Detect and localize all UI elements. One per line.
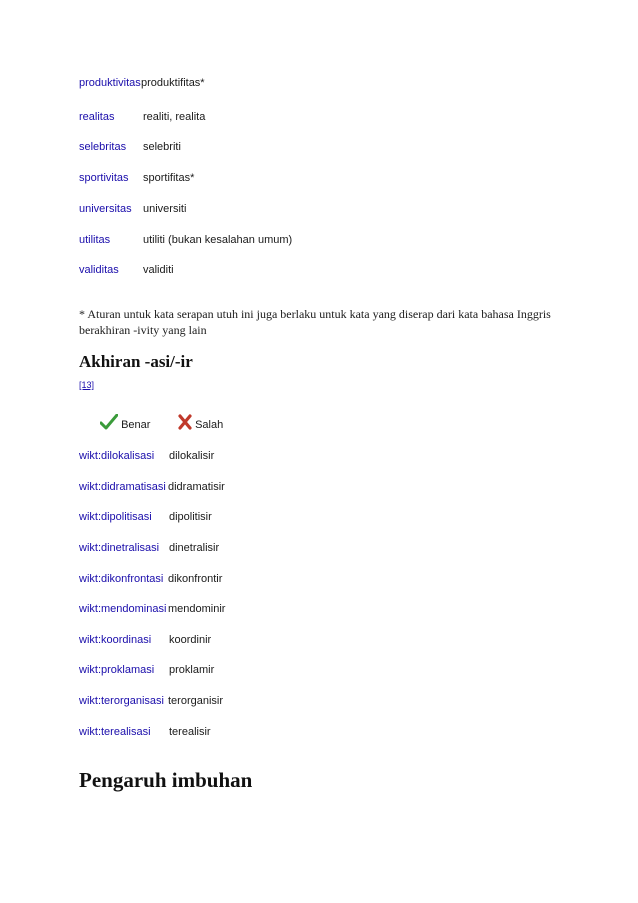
word-value: didramatisir — [168, 481, 225, 493]
word-link[interactable]: utilitas — [79, 234, 111, 246]
correct-label: Benar — [121, 419, 151, 431]
section-heading: Akhiran -asi/-ir — [79, 352, 193, 371]
word-value: selebriti — [143, 141, 181, 153]
footnote: * Aturan untuk kata serapan utuh ini juga berlaku untuk kata yang diserap dari kata bahasa Inggris berakhiran -ivity yang lain — [79, 307, 551, 337]
word-value: sportifitas* — [143, 172, 195, 184]
cross-icon — [178, 414, 192, 433]
word-link[interactable]: wikt:proklamasi — [79, 664, 155, 676]
word-value: dikonfrontir — [168, 573, 223, 585]
word-value: produktifitas* — [141, 77, 205, 89]
column-header-correct — [100, 414, 150, 433]
word-link[interactable]: sportivitas — [79, 172, 129, 184]
word-value: mendominir — [168, 603, 226, 615]
word-link[interactable]: wikt:terorganisasi — [79, 695, 164, 707]
word-link[interactable]: wikt:terealisasi — [79, 726, 151, 738]
word-value: realiti, realita — [143, 111, 206, 123]
word-value: terorganisir — [168, 695, 224, 707]
word-value: dinetralisir — [169, 542, 220, 554]
reference-link[interactable]: [13] — [79, 380, 95, 390]
word-value: validiti — [143, 264, 174, 276]
word-link[interactable]: validitas — [79, 264, 119, 276]
word-link[interactable]: universitas — [79, 203, 132, 215]
word-link[interactable]: wikt:dinetralisasi — [79, 542, 160, 554]
word-link[interactable]: wikt:dikonfrontasi — [79, 573, 164, 585]
word-link[interactable]: selebritas — [79, 141, 127, 153]
word-value: koordinir — [169, 634, 212, 646]
word-value: terealisir — [169, 726, 211, 738]
word-link[interactable]: wikt:didramatisasi — [79, 481, 166, 493]
word-value: utiliti (bukan kesalahan umum) — [143, 234, 293, 246]
check-icon — [100, 414, 118, 433]
wrong-label: Salah — [195, 419, 224, 431]
word-link[interactable]: wikt:koordinasi — [79, 634, 152, 646]
word-link[interactable]: wikt:dilokalisasi — [79, 450, 155, 462]
column-header-wrong — [178, 414, 223, 433]
word-link[interactable]: produktivitas — [79, 77, 141, 89]
word-value: dipolitisir — [169, 511, 212, 523]
page-heading: Pengaruh imbuhan — [79, 768, 253, 792]
word-link[interactable]: realitas — [79, 111, 115, 123]
word-value: universiti — [143, 203, 187, 215]
word-link[interactable]: wikt:dipolitisasi — [79, 511, 152, 523]
word-value: proklamir — [169, 664, 215, 676]
word-value: dilokalisir — [169, 450, 215, 462]
word-link[interactable]: wikt:mendominasi — [79, 603, 167, 615]
